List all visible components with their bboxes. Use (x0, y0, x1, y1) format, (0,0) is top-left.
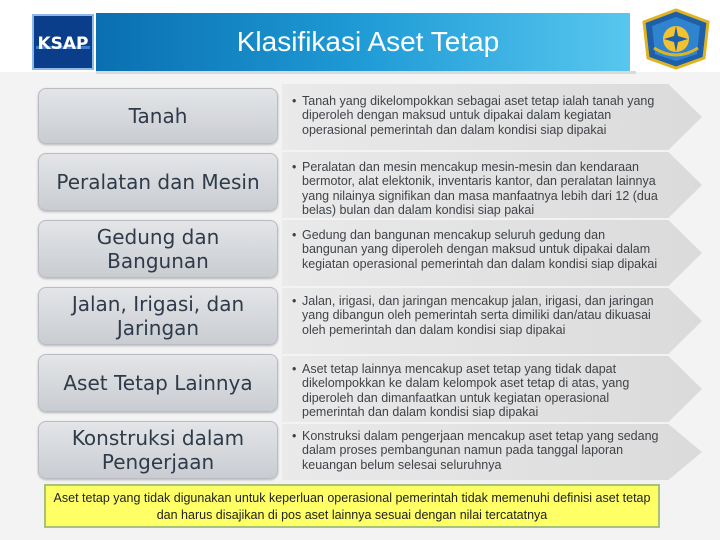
ksap-logo (32, 14, 94, 70)
header-divider (96, 71, 636, 74)
header (0, 0, 720, 72)
bullet: • (292, 228, 297, 242)
footer-note: Aset tetap yang tidak digunakan untuk keperluan operasional pemerintah tidak memenuhi definisi aset tetap dan harus disajikan di pos aset lainnya sesuai dengan nilai tercatatnya (44, 484, 660, 528)
category-aset-tetap-lainnya (38, 354, 278, 412)
category-peralatan-dan-mesin (38, 153, 278, 211)
emblem-icon (638, 8, 714, 70)
category-label: Gedung dan Bangunan (96, 225, 220, 273)
bullet: • (292, 362, 297, 376)
bullet: • (292, 160, 297, 174)
description-tanah: • Tanah yang dikelompokkan sebagai aset tetap ialah tanah yang diperoleh dengan maksud untuk dipakai dalam kegiatan operasional pemerintah dan dalam kondisi siap dipakai (292, 94, 655, 137)
category-label: Konstruksi dalam Pengerjaan (71, 426, 245, 474)
category-label: Tanah (128, 104, 188, 128)
category-jalan-irigasi-jaringan (38, 287, 278, 345)
category-label: Peralatan dan Mesin (56, 170, 260, 194)
bullet: • (292, 94, 297, 108)
page-title: Klasifikasi Aset Tetap (236, 26, 500, 57)
category-konstruksi-dalam-pengerjaan (38, 421, 278, 479)
kementerian-keuangan-emblem (638, 8, 714, 70)
description-jalan-irigasi-jaringan: • Jalan, irigasi, dan jaringan mencakup jalan, irigasi, dan jaringan yang dibangun oleh pemerintah serta dimiliki dan/atau dikuasai oleh pemerintah dan dalam kondisi siap dipakai (292, 294, 654, 337)
bullet: • (292, 429, 297, 443)
description-gedung-dan-bangunan: • Gedung dan bangunan mencakup seluruh gedung dan bangunan yang diperoleh dengan maksud untuk dipakai dalam kegiatan operasional pemerintah dan dalam kondisi siap dipakai (292, 228, 658, 271)
description-konstruksi-dalam-pengerjaan: • Konstruksi dalam pengerjaan mencakup aset tetap yang sedang dalam proses pembangunan namun pada tanggal laporan keuangan belum selesai seluruhnya (292, 429, 659, 472)
description-aset-tetap-lainnya: • Aset tetap lainnya mencakup aset tetap yang tidak dapat dikelompokkan ke dalam kelompok aset tetap di atas, yang diperoleh dan dimanfaatkan untuk kegiatan operasional pemerintah dan dalam kondisi siap dipakai (292, 362, 630, 419)
category-gedung-dan-bangunan (38, 220, 278, 278)
ksap-logo-text: KSAP (37, 34, 89, 54)
title-bar (96, 13, 630, 71)
category-tanah (38, 88, 278, 144)
category-label: Jalan, Irigasi, dan Jaringan (71, 292, 245, 340)
description-peralatan-dan-mesin: • Peralatan dan mesin mencakup mesin-mesin dan kendaraan bermotor, alat elektonik, inventaris kantor, dan peralatan lainnya yang nilainya signifikan dan masa manfaatnya lebih dari 12 (dua belas) bulan dan dalam kondisi siap pakai (292, 160, 658, 217)
bullet: • (292, 294, 297, 308)
category-label: Aset Tetap Lainnya (63, 371, 253, 395)
ksap-logo-icon (34, 16, 92, 68)
